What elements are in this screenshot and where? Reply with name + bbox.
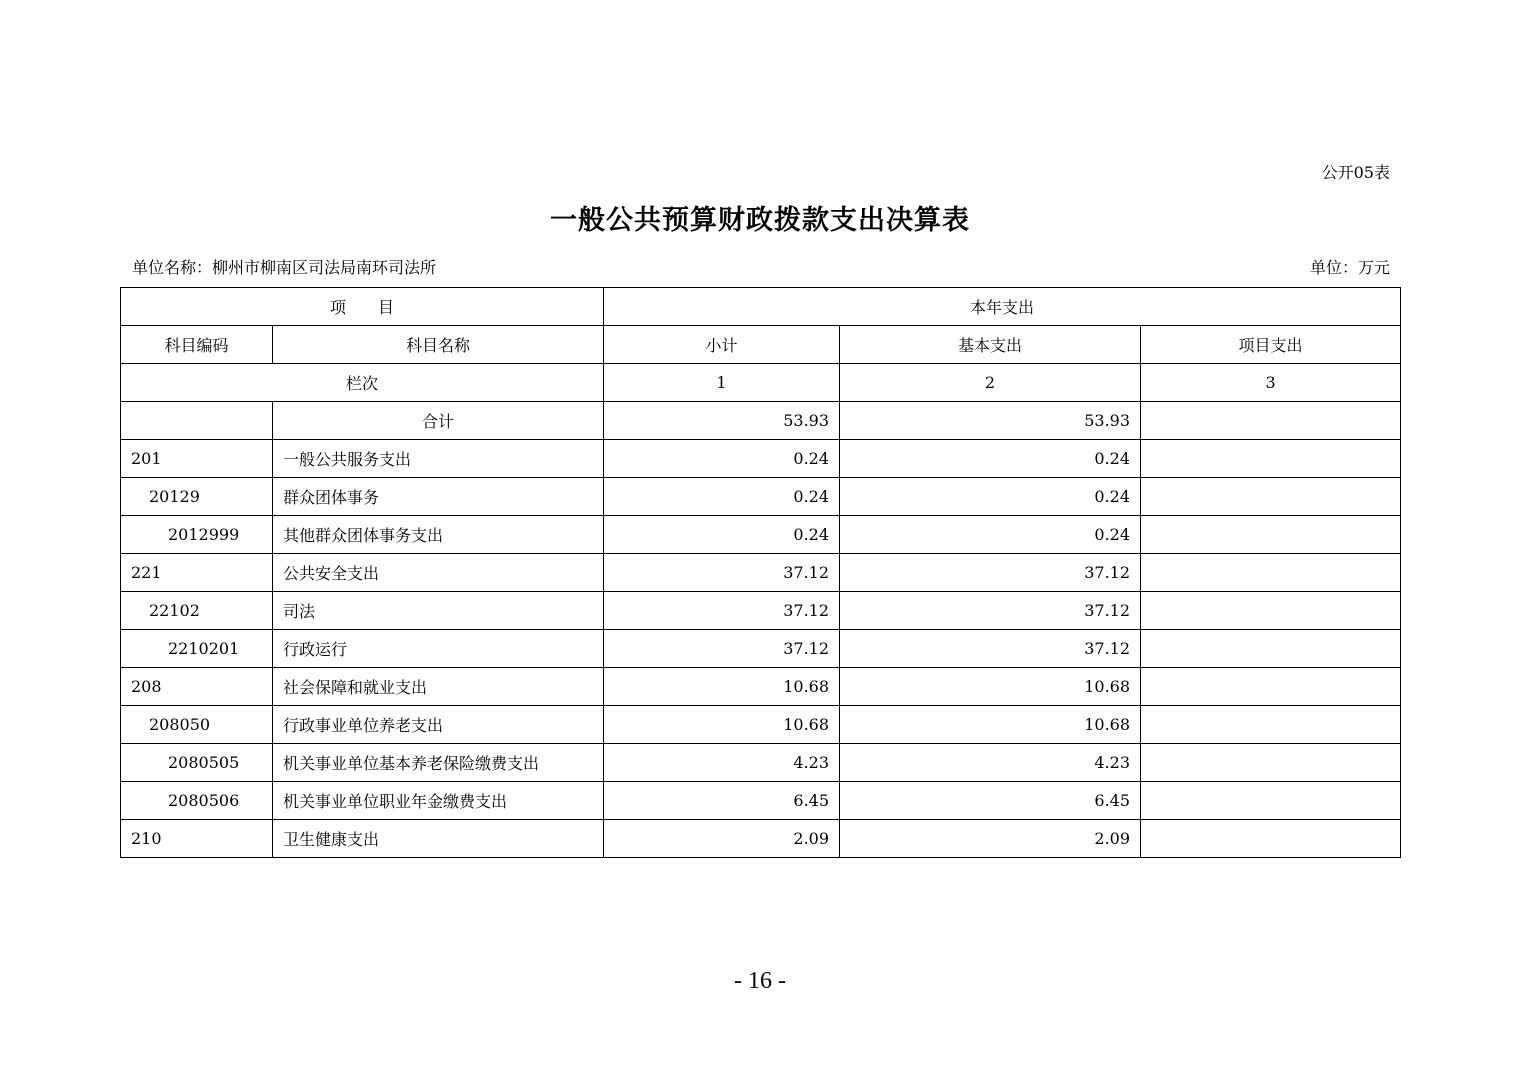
- row-code: 221: [121, 554, 273, 592]
- row-project: [1141, 554, 1401, 592]
- page-number: - 16 -: [734, 968, 786, 994]
- row-name: 社会保障和就业支出: [273, 668, 604, 706]
- row-code: 210: [121, 820, 273, 858]
- total-project: [1141, 402, 1401, 440]
- row-project: [1141, 516, 1401, 554]
- row-code: 208: [121, 668, 273, 706]
- header-item: 项 目: [121, 288, 604, 326]
- row-project: [1141, 440, 1401, 478]
- row-basic: 10.68: [840, 706, 1141, 744]
- header-current-year: 本年支出: [604, 288, 1401, 326]
- row-subtotal: 37.12: [604, 554, 840, 592]
- row-project: [1141, 630, 1401, 668]
- header-row-1: [121, 288, 1401, 326]
- row-name: 行政运行: [273, 630, 604, 668]
- header-col3: 3: [1141, 364, 1401, 402]
- row-project: [1141, 592, 1401, 630]
- row-basic: 37.12: [840, 592, 1141, 630]
- row-project: [1141, 706, 1401, 744]
- table-row: [121, 744, 1401, 782]
- row-basic: 0.24: [840, 478, 1141, 516]
- header-row-2: [121, 326, 1401, 364]
- row-basic: 6.45: [840, 782, 1141, 820]
- row-basic: 2.09: [840, 820, 1141, 858]
- row-subtotal: 10.68: [604, 706, 840, 744]
- row-basic: 0.24: [840, 516, 1141, 554]
- total-label: 合计: [273, 402, 604, 440]
- row-subtotal: 37.12: [604, 592, 840, 630]
- table-row: [121, 554, 1401, 592]
- total-basic: 53.93: [840, 402, 1141, 440]
- total-code: [121, 402, 273, 440]
- row-code: 2080506: [121, 782, 273, 820]
- total-row: [121, 402, 1401, 440]
- row-code: 2210201: [121, 630, 273, 668]
- table-row: [121, 516, 1401, 554]
- table-row: [121, 668, 1401, 706]
- row-name: 司法: [273, 592, 604, 630]
- row-subtotal: 37.12: [604, 630, 840, 668]
- header-row-3: [121, 364, 1401, 402]
- unit-name: 单位名称：柳州市柳南区司法局南环司法所: [132, 258, 437, 277]
- table-row: [121, 478, 1401, 516]
- budget-table: [120, 287, 1401, 858]
- row-code: 201: [121, 440, 273, 478]
- row-subtotal: 6.45: [604, 782, 840, 820]
- row-name: 其他群众团体事务支出: [273, 516, 604, 554]
- header-code: 科目编码: [121, 326, 273, 364]
- table-row: [121, 706, 1401, 744]
- header-column-label: 栏次: [121, 364, 604, 402]
- row-name: 行政事业单位养老支出: [273, 706, 604, 744]
- row-code: 2080505: [121, 744, 273, 782]
- row-basic: 0.24: [840, 440, 1141, 478]
- header-project: 项目支出: [1141, 326, 1401, 364]
- header-subtotal: 小计: [604, 326, 840, 364]
- total-subtotal: 53.93: [604, 402, 840, 440]
- unit-label: 单位：万元: [1309, 258, 1390, 277]
- row-basic: 37.12: [840, 554, 1141, 592]
- row-basic: 10.68: [840, 668, 1141, 706]
- table-row: [121, 782, 1401, 820]
- row-name: 机关事业单位职业年金缴费支出: [273, 782, 604, 820]
- row-subtotal: 0.24: [604, 440, 840, 478]
- row-code: 2012999: [121, 516, 273, 554]
- table-row: [121, 592, 1401, 630]
- row-name: 卫生健康支出: [273, 820, 604, 858]
- table-row: [121, 630, 1401, 668]
- row-project: [1141, 668, 1401, 706]
- header-col1: 1: [604, 364, 840, 402]
- row-subtotal: 0.24: [604, 478, 840, 516]
- row-project: [1141, 478, 1401, 516]
- row-subtotal: 4.23: [604, 744, 840, 782]
- row-name: 一般公共服务支出: [273, 440, 604, 478]
- table-row: [121, 440, 1401, 478]
- header-basic: 基本支出: [840, 326, 1141, 364]
- row-name: 群众团体事务: [273, 478, 604, 516]
- row-project: [1141, 782, 1401, 820]
- row-name: 机关事业单位基本养老保险缴费支出: [273, 744, 604, 782]
- row-subtotal: 10.68: [604, 668, 840, 706]
- header-name: 科目名称: [273, 326, 604, 364]
- row-project: [1141, 744, 1401, 782]
- row-subtotal: 0.24: [604, 516, 840, 554]
- row-code: 20129: [121, 478, 273, 516]
- row-code: 208050: [121, 706, 273, 744]
- form-code: 公开05表: [1321, 163, 1390, 182]
- header-col2: 2: [840, 364, 1141, 402]
- row-subtotal: 2.09: [604, 820, 840, 858]
- table-row: [121, 820, 1401, 858]
- row-project: [1141, 820, 1401, 858]
- page-title: 一般公共预算财政拨款支出决算表: [550, 205, 970, 236]
- row-name: 公共安全支出: [273, 554, 604, 592]
- row-code: 22102: [121, 592, 273, 630]
- row-basic: 4.23: [840, 744, 1141, 782]
- row-basic: 37.12: [840, 630, 1141, 668]
